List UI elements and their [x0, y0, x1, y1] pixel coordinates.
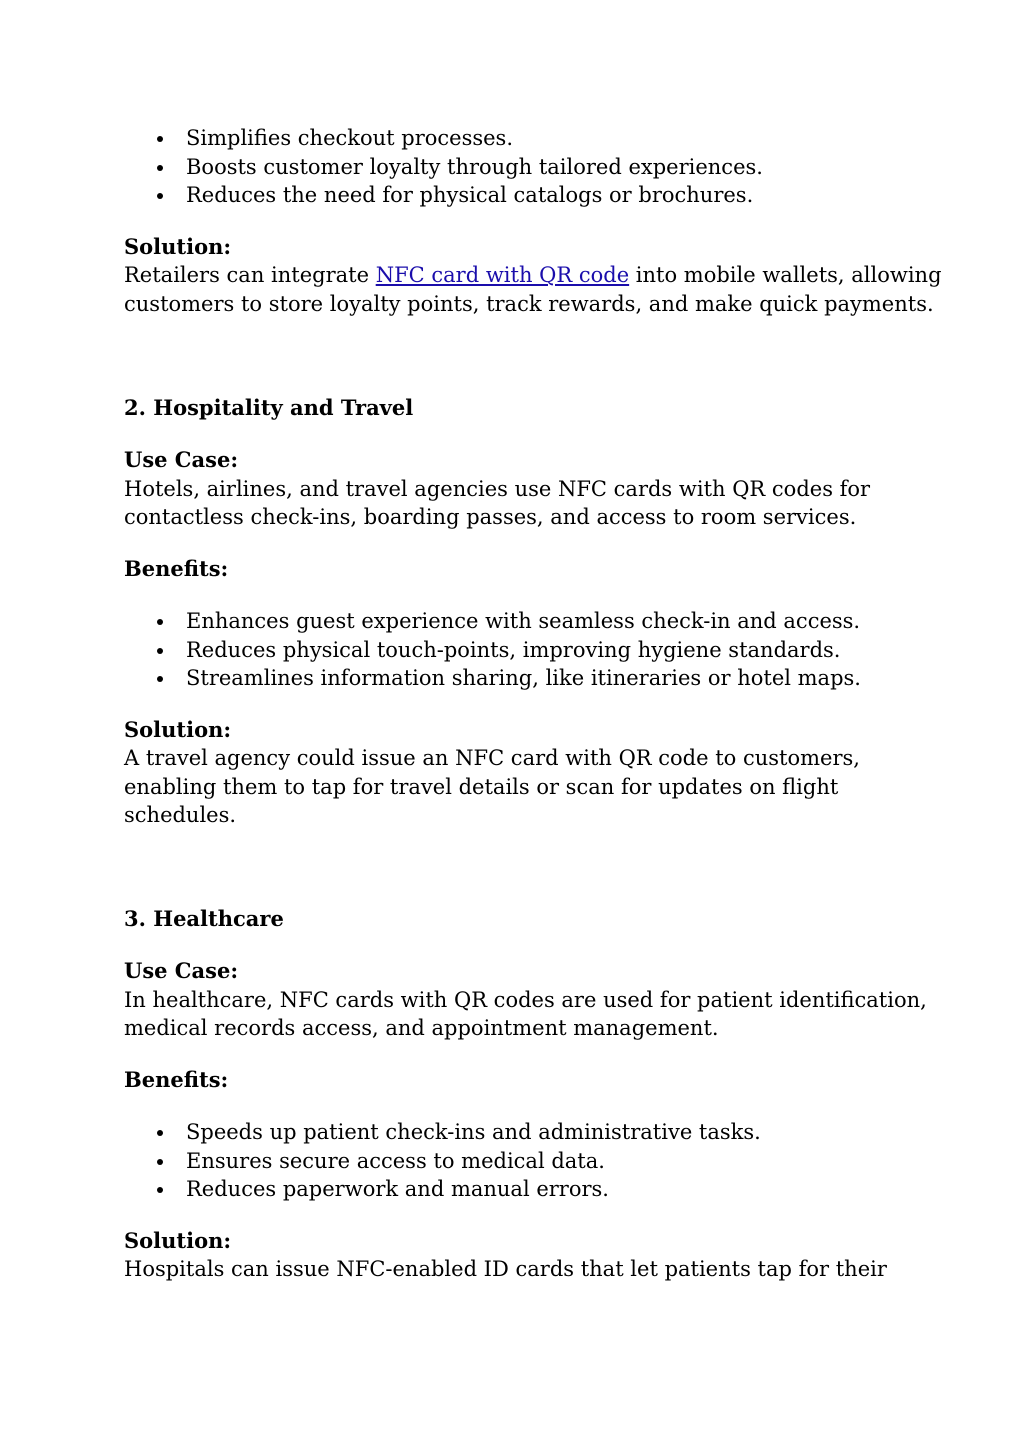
retail-benefits-list	[124, 124, 914, 210]
hospitality-solution-line-2: enabling them to tap for travel details or scan for updates on flight	[124, 775, 839, 799]
retail-solution-label: Solution:	[124, 234, 232, 259]
bullet-icon	[157, 676, 163, 682]
bullet-icon	[157, 193, 163, 199]
healthcare-solution-line-1: Hospitals can issue NFC-enabled ID cards that let patients tap for their	[124, 1257, 887, 1281]
hospitality-use-case-line-2: contactless check-ins, boarding passes, and access to room services.	[124, 505, 857, 529]
list-item: Reduces the need for physical catalogs or brochures.	[124, 181, 914, 210]
list-item: Reduces physical touch-points, improving hygiene standards.	[124, 636, 914, 665]
bullet-icon	[157, 1187, 163, 1193]
healthcare-benefits-label: Benefits:	[124, 1067, 229, 1092]
list-item: Ensures secure access to medical data.	[124, 1147, 914, 1176]
list-item: Reduces paperwork and manual errors.	[124, 1175, 914, 1204]
nfc-card-with-qr-code-link[interactable]: NFC card with QR code	[375, 263, 630, 287]
list-item: Enhances guest experience with seamless check-in and access.	[124, 607, 914, 636]
bullet-icon	[157, 165, 163, 171]
healthcare-benefits-list	[124, 1118, 914, 1204]
healthcare-use-case-line-1: In healthcare, NFC cards with QR codes are used for patient identification,	[124, 988, 927, 1012]
bullet-icon	[157, 1130, 163, 1136]
bullet-icon	[157, 648, 163, 654]
healthcare-use-case-label: Use Case:	[124, 958, 239, 983]
hospitality-use-case-line-1: Hotels, airlines, and travel agencies use NFC cards with QR codes for	[124, 477, 871, 501]
hospitality-benefits-label: Benefits:	[124, 556, 229, 581]
list-item: Boosts customer loyalty through tailored experiences.	[124, 153, 914, 182]
list-item: Simplifies checkout processes.	[124, 124, 914, 153]
bullet-icon	[157, 136, 163, 142]
bullet-icon	[157, 1159, 163, 1165]
hospitality-solution-line-1: A travel agency could issue an NFC card with QR code to customers,	[124, 746, 860, 770]
healthcare-solution-label: Solution:	[124, 1228, 232, 1253]
list-item: Streamlines information sharing, like itineraries or hotel maps.	[124, 664, 914, 693]
hospitality-benefits-list	[124, 607, 914, 693]
healthcare-use-case-line-2: medical records access, and appointment management.	[124, 1016, 719, 1040]
hospitality-solution-line-3: schedules.	[124, 803, 237, 827]
section-heading-healthcare: 3. Healthcare	[124, 906, 284, 931]
hospitality-solution-label: Solution:	[124, 717, 232, 742]
section-heading-hospitality: 2. Hospitality and Travel	[124, 395, 414, 420]
list-item: Speeds up patient check-ins and administrative tasks.	[124, 1118, 914, 1147]
retail-solution-line-2: customers to store loyalty points, track rewards, and make quick payments.	[124, 292, 934, 316]
bullet-icon	[157, 619, 163, 625]
retail-solution-line-1: Retailers can integrate NFC card with QR code into mobile wallets, allowing	[124, 263, 942, 287]
hospitality-use-case-label: Use Case:	[124, 447, 239, 472]
